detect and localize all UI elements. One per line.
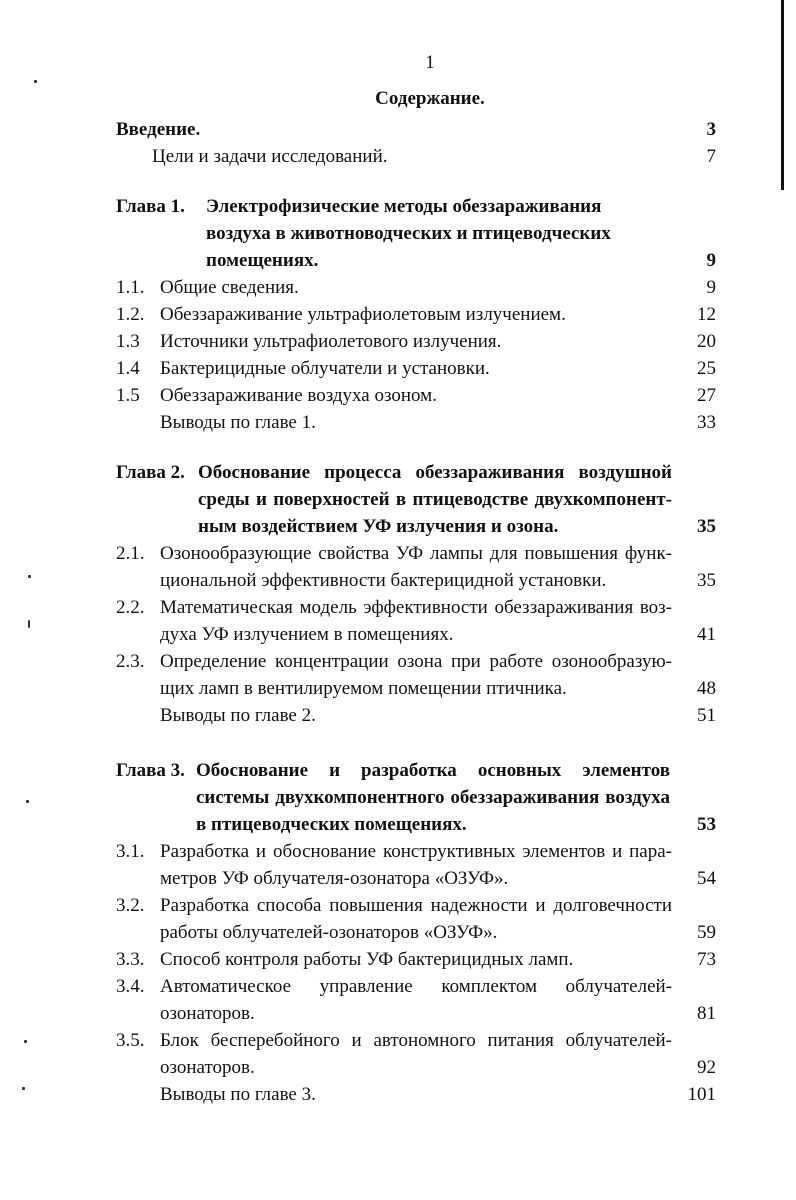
section-title-line: духа УФ излучением в помещениях. [160, 624, 454, 645]
section-number: 1.1. [116, 277, 145, 298]
section-number: 2.2. [116, 597, 145, 618]
section-title-line: щих ламп в вентилируемом помещении птичника. [160, 678, 567, 699]
section-page: 12 [697, 304, 716, 325]
section-title-line: Выводы по главе 2. [160, 705, 316, 726]
section-title-line: Разработка и обоснование конструктивных элементов и пара- [160, 841, 672, 862]
section-number: 3.1. [116, 841, 145, 862]
scan-speck [22, 1087, 25, 1090]
section-title-line: Автоматическое управление комплектом облучателей- [160, 976, 672, 997]
section-title-line: Выводы по главе 3. [160, 1084, 316, 1105]
chapter-heading: Глава 1. [116, 196, 185, 217]
section-title-line: Обеззараживание ультрафиолетовым излучением. [160, 304, 566, 325]
section-title-line: Блок бесперебойного и автономного питания облучателей- [160, 1030, 672, 1051]
section-page: 48 [697, 678, 716, 699]
section-page: 25 [697, 358, 716, 379]
section-title-line: озонаторов. [160, 1003, 255, 1024]
section-number: 3.5. [116, 1030, 145, 1051]
section-page: 9 [706, 277, 716, 298]
chapter-title-line: ным воздействием УФ излучения и озона. [198, 516, 559, 537]
section-page: 92 [697, 1057, 716, 1078]
page-number: 1 [425, 52, 435, 73]
section-title-line: Озонообразующие свойства УФ лампы для повышения функ- [160, 543, 672, 564]
intro-sub-label: Цели и задачи исследований. [152, 146, 388, 167]
section-page: 81 [697, 1003, 716, 1024]
section-page: 33 [697, 412, 716, 433]
section-number: 1.4 [116, 358, 140, 379]
chapter-title-line: в птицеводческих помещениях. [196, 814, 467, 835]
chapter-title-line: помещениях. [206, 250, 319, 271]
section-title-line: работы облучателей-озонаторов «ОЗУФ». [160, 922, 498, 943]
chapter-page: 9 [706, 250, 716, 271]
section-number: 2.3. [116, 651, 145, 672]
section-page: 59 [697, 922, 716, 943]
scan-speck [28, 575, 31, 578]
section-number: 3.2. [116, 895, 145, 916]
chapter-page: 35 [697, 516, 716, 537]
section-number: 1.2. [116, 304, 145, 325]
section-number: 1.5 [116, 385, 140, 406]
section-number: 1.3 [116, 331, 140, 352]
section-title-line: Общие сведения. [160, 277, 299, 298]
section-page: 73 [697, 949, 716, 970]
section-title-line: циональной эффективности бактерицидной установки. [160, 570, 607, 591]
chapter-title-line: системы двухкомпонентного обеззараживания воздуха [196, 787, 670, 808]
section-title-line: Определение концентрации озона при работе озонообразую- [160, 651, 672, 672]
scan-speck [34, 80, 37, 83]
section-title-line: озонаторов. [160, 1057, 255, 1078]
section-page: 35 [697, 570, 716, 591]
section-number: 3.4. [116, 976, 145, 997]
intro-sub-page: 7 [706, 146, 716, 167]
chapter-title-line: среды и поверхностей в птицеводстве двухкомпонент- [198, 489, 672, 510]
scan-speck [24, 1040, 27, 1043]
chapter-title-line: Обоснование и разработка основных элементов [196, 760, 670, 781]
page-title: Содержание. [375, 88, 485, 109]
intro-label: Введение. [116, 119, 201, 140]
section-number: 2.1. [116, 543, 145, 564]
section-title-line: Бактерицидные облучатели и установки. [160, 358, 490, 379]
intro-page: 3 [706, 119, 716, 140]
section-page: 51 [697, 705, 716, 726]
section-page: 20 [697, 331, 716, 352]
chapter-title-line: воздуха в животноводческих и птицеводческих [206, 223, 611, 244]
chapter-title-line: Электрофизические методы обеззараживания [206, 196, 602, 217]
section-page: 54 [697, 868, 716, 889]
section-number: 3.3. [116, 949, 145, 970]
section-title-line: Обеззараживание воздуха озоном. [160, 385, 437, 406]
chapter-title-line: Обоснование процесса обеззараживания воздушной [198, 462, 672, 483]
section-title-line: Математическая модель эффективности обеззараживания воз- [160, 597, 672, 618]
section-title-line: Выводы по главе 1. [160, 412, 316, 433]
section-title-line: метров УФ облучателя-озонатора «ОЗУФ». [160, 868, 509, 889]
section-title-line: Способ контроля работы УФ бактерицидных ламп. [160, 949, 574, 970]
scan-edge-bar [781, 0, 784, 190]
section-title-line: Разработка способа повышения надежности и долговечности [160, 895, 672, 916]
chapter-heading: Глава 3. [116, 760, 185, 781]
chapter-page: 53 [697, 814, 716, 835]
section-title-line: Источники ультрафиолетового излучения. [160, 331, 502, 352]
section-page: 27 [697, 385, 716, 406]
chapter-heading: Глава 2. [116, 462, 185, 483]
section-page: 101 [687, 1084, 716, 1105]
scan-speck [28, 620, 30, 628]
section-page: 41 [697, 624, 716, 645]
scan-speck [26, 800, 29, 803]
